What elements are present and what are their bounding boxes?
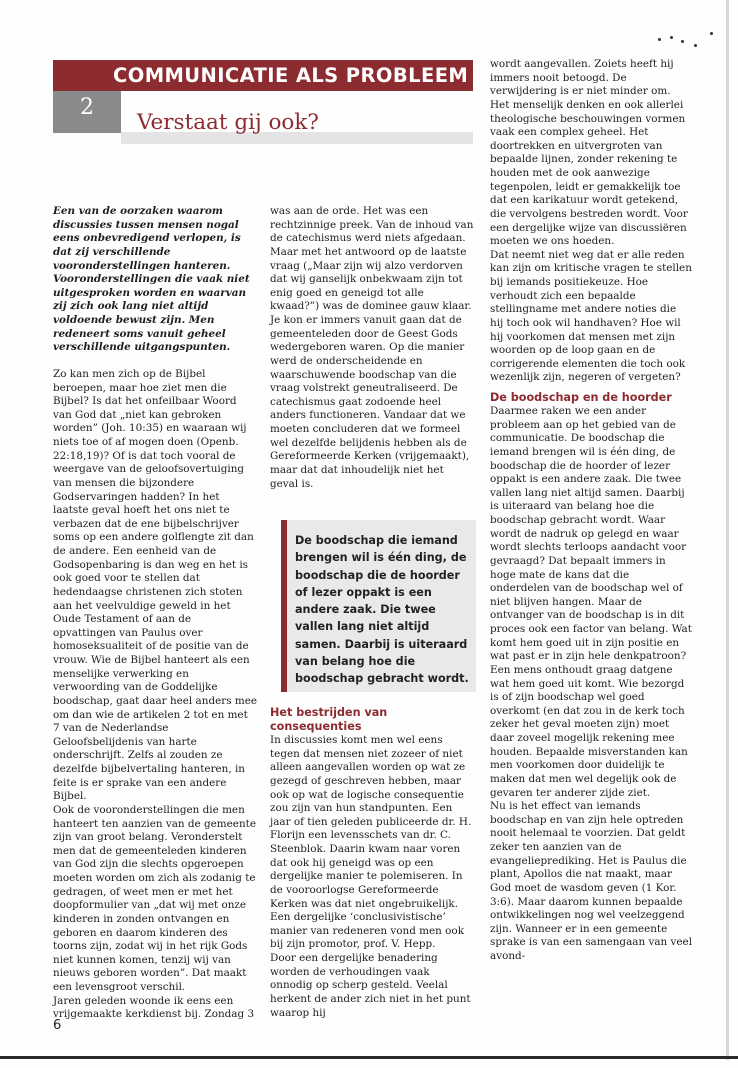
scan-specks	[650, 30, 720, 50]
paragraph: Zo kan men zich op de Bijbel beroepen, maar hoe ziet men die Bijbel? Is dat het onfeilbaar Woord van God dat „niet kan gebroken worden” (Joh. 10:35) en waaraan wij niets toe of af mogen doen (Openb. 22:18,19)? Of is dat toch vooral de weergave van de geloofsovertuiging van mensen die bijzondere Godservaringen hadden? In het laatste geval hoeft het ons niet te verbazen dat de ene bijbelschrijver soms op een andere golflengte zit dan de andere. Een eenheid van de Godsopenbaring is dan weg en het is ook goed voor te stellen dat hedendaagse christenen zich stoten aan het veelvuldige geweld in het Oude Testament of aan de opvattingen van Paulus over homoseksualiteit of de positie van de vrouw. Wie de Bijbel hanteert als een menselijke verwerking en verwoording van de Goddelijke boodschap, gaat daar heel anders mee om dan wie de artikelen 2 tot en met 7 van de Nederlandse Geloofsbelijdenis van harte onderschrijft. Zelfs al zouden ze dezelfde bijbelvertaling hanteren, in feite is er sprake van een andere Bijbel.	[53, 367, 257, 803]
text-column-1	[53, 205, 257, 1022]
paragraph: Daarmee raken we een ander probleem aan op het gebied van de communicatie. De boodschap die iemand brengen wil is één ding, de boodschap die de hoorder of lezer oppakt is een andere zaak. Die twee vallen lang niet altijd samen. Daarbij is uiteraard van belang hoe die boodschap gebracht wordt. Waar wordt de nadruk op gelegd en waar wordt slechts terloops aandacht voor gevraagd? Dat bepaalt immers in hoge mate de kans dat die onderdelen van de boodschap wel of niet blijven hangen. Maar de ontvanger van de boodschap is in dit proces ook een factor van belang. Wat komt hem goed uit in zijn positie en wat past er in zijn hele denkpatroon? Een mens onthoudt graag datgene wat hem goed uit komt. Wie bezorgd is of zijn boodschap wel goed overkomt (en dat zou in de kerk toch zeker het geval moeten zijn) moet daar zoveel mogelijk rekening mee houden. Bepaalde misverstanden kan men voorkomen door duidelijk te maken dat men wel degelijk ook de gevaren ter anderer zijde ziet.	[490, 405, 692, 799]
intro-paragraph: Een van de oorzaken waarom discussies tussen mensen nogal eens onbevredigend verlopen, is dat zij verschillende vooronderstellingen hanteren. Vooronderstellingen die vaak niet uitgesproken worden en waarvan zij zich ook lang niet altijd voldoende bewust zijn. Men redeneert soms vanuit geheel verschillende uitgangspunten.	[53, 205, 250, 354]
section-header-band	[53, 60, 473, 91]
section-heading: De boodschap en de hoorder	[490, 391, 672, 404]
article-title: Verstaat gij ook?	[137, 110, 319, 135]
pull-quote-text: De boodschap die iemand brengen wil is één ding, de boodschap die de hoorder of lezer oppakt is een andere zaak. Die twee vallen lang niet altijd samen. Daarbij is uiteraard van belang hoe die boodschap gebracht wordt.	[295, 534, 469, 686]
paragraph: Ook de vooronderstellingen die men hanteert ten aanzien van de gemeente zijn van groot belang. Veronderstelt men dat de gemeenteleden kinderen van God zijn die slechts opgeroepen moeten worden om zich als zodanig te gedragen, of weet men er met het doopformulier van „dat wij met onze kinderen in zonden ontvangen en geboren en daarom kinderen des toorns zijn, zodat wij in het rijk Gods niet kunnen komen, tenzij wij van nieuws geboren worden”. Dat maakt een levensgroot verschil.	[53, 803, 256, 993]
text-column-3	[490, 58, 692, 964]
pull-quote	[281, 520, 476, 692]
section-heading: Het bestrijden van consequenties	[270, 706, 388, 733]
paragraph: wordt aangevallen. Zoiets heeft hij immers nooit betoogd. De verwijdering is er niet minder om. Het menselijk denken en ook allerlei theologische beschouwingen vormen vaak een complex geheel. Het doortrekken en uitvergroten van bepaalde lijnen, zonder rekening te houden met de ook aanwezige tegenpolen, leidt er gemakkelijk toe dat een karikatuur wordt getekend, die vervolgens bestreden wordt. Voor een dergelijke wijze van discussiëren moeten we ons hoeden.	[490, 58, 688, 248]
page-number: 6	[53, 1018, 62, 1033]
paragraph: was aan de orde. Het was een rechtzinnige preek. Van de inhoud van de catechismus werd niets afgedaan. Maar met het antwoord op de laatste vraag („Maar zijn wij alzo verdorven dat wij ganselijk onbekwaam zijn tot enig goed en geneigd tot alle kwaad?”) was de dominee gauw klaar. Je kon er immers vanuit gaan dat de gemeenteleden door de Geest Gods wedergeboren waren. Op die manier werd de onderscheidende en waarschuwende boodschap van die vraag volstrekt geneutraliseerd. De catechismus gaat zodoende heel anders functioneren. Vandaar dat we moeten concluderen dat we formeel wel dezelfde belijdenis hebben als de Gereformeerde Kerken (vrijgemaakt), maar dat dat inhoudelijk niet het geval is.	[270, 205, 474, 490]
chapter-number: 2	[80, 95, 94, 120]
scan-edge-bottom	[0, 1056, 738, 1059]
text-column-2	[270, 205, 474, 491]
paragraph: Dat neemt niet weg dat er alle reden kan zijn om kritische vragen te stellen bij iemands positiekeuze. Hoe verhoudt zich een bepaalde stellingname met andere noties die hij toch ook wil handhaven? Hoe wil hij voorkomen dat mensen met zijn woorden op de loop gaan en de corrigerende elementen die toch ook wezenlijk zijn, negeren of vergeten?	[490, 248, 692, 384]
paragraph: In discussies komt men wel eens tegen dat mensen niet zozeer of niet alleen aangevallen worden op wat ze gezegd of geschreven hebben, maar ook op wat de logische consequentie zou zijn van hun standpunten. Een jaar of tien geleden publiceerde dr. H. Florijn een levensschets van dr. C. Steenblok. Daarin kwam naar voren dat ook hij geneigd was op een dergelijke manier te polemiseren. In de vooroorlogse Gereformeerde Kerken was dat niet ongebruikelijk. Een dergelijke ‘conclusivistische’ manier van redeneren vond men ook bij zijn promotor, prof. V. Hepp.	[270, 734, 472, 951]
scan-edge-right	[726, 0, 729, 1060]
text-column-2-lower	[270, 706, 474, 1020]
paragraph: Nu is het effect van iemands boodschap en van zijn hele optreden nooit helemaal te voorzien. Dat geldt zeker ten aanzien van de evangelieprediking. Het is Paulus die plant, Apollos die nat maakt, maar God moet de wasdom geven (1 Kor. 3:6). Maar daarom kunnen bepaalde ontwikkelingen nog wel veelzeggend zijn. Wanneer er in een gemeente sprake is van een samengaan van veel avond-	[490, 800, 693, 962]
section-title: COMMUNICATIE ALS PROBLEEM	[113, 64, 469, 87]
chapter-number-box	[53, 91, 121, 133]
pull-quote-accent	[281, 520, 287, 692]
paragraph: Jaren geleden woonde ik eens een vrijgemaakte kerkdienst bij. Zondag 3	[53, 994, 255, 1021]
paragraph: Door een dergelijke benadering worden de verhoudingen vaak onnodig op scherp gesteld. Veelal herkent de ander zich niet in het punt waarop hij	[270, 952, 471, 1019]
